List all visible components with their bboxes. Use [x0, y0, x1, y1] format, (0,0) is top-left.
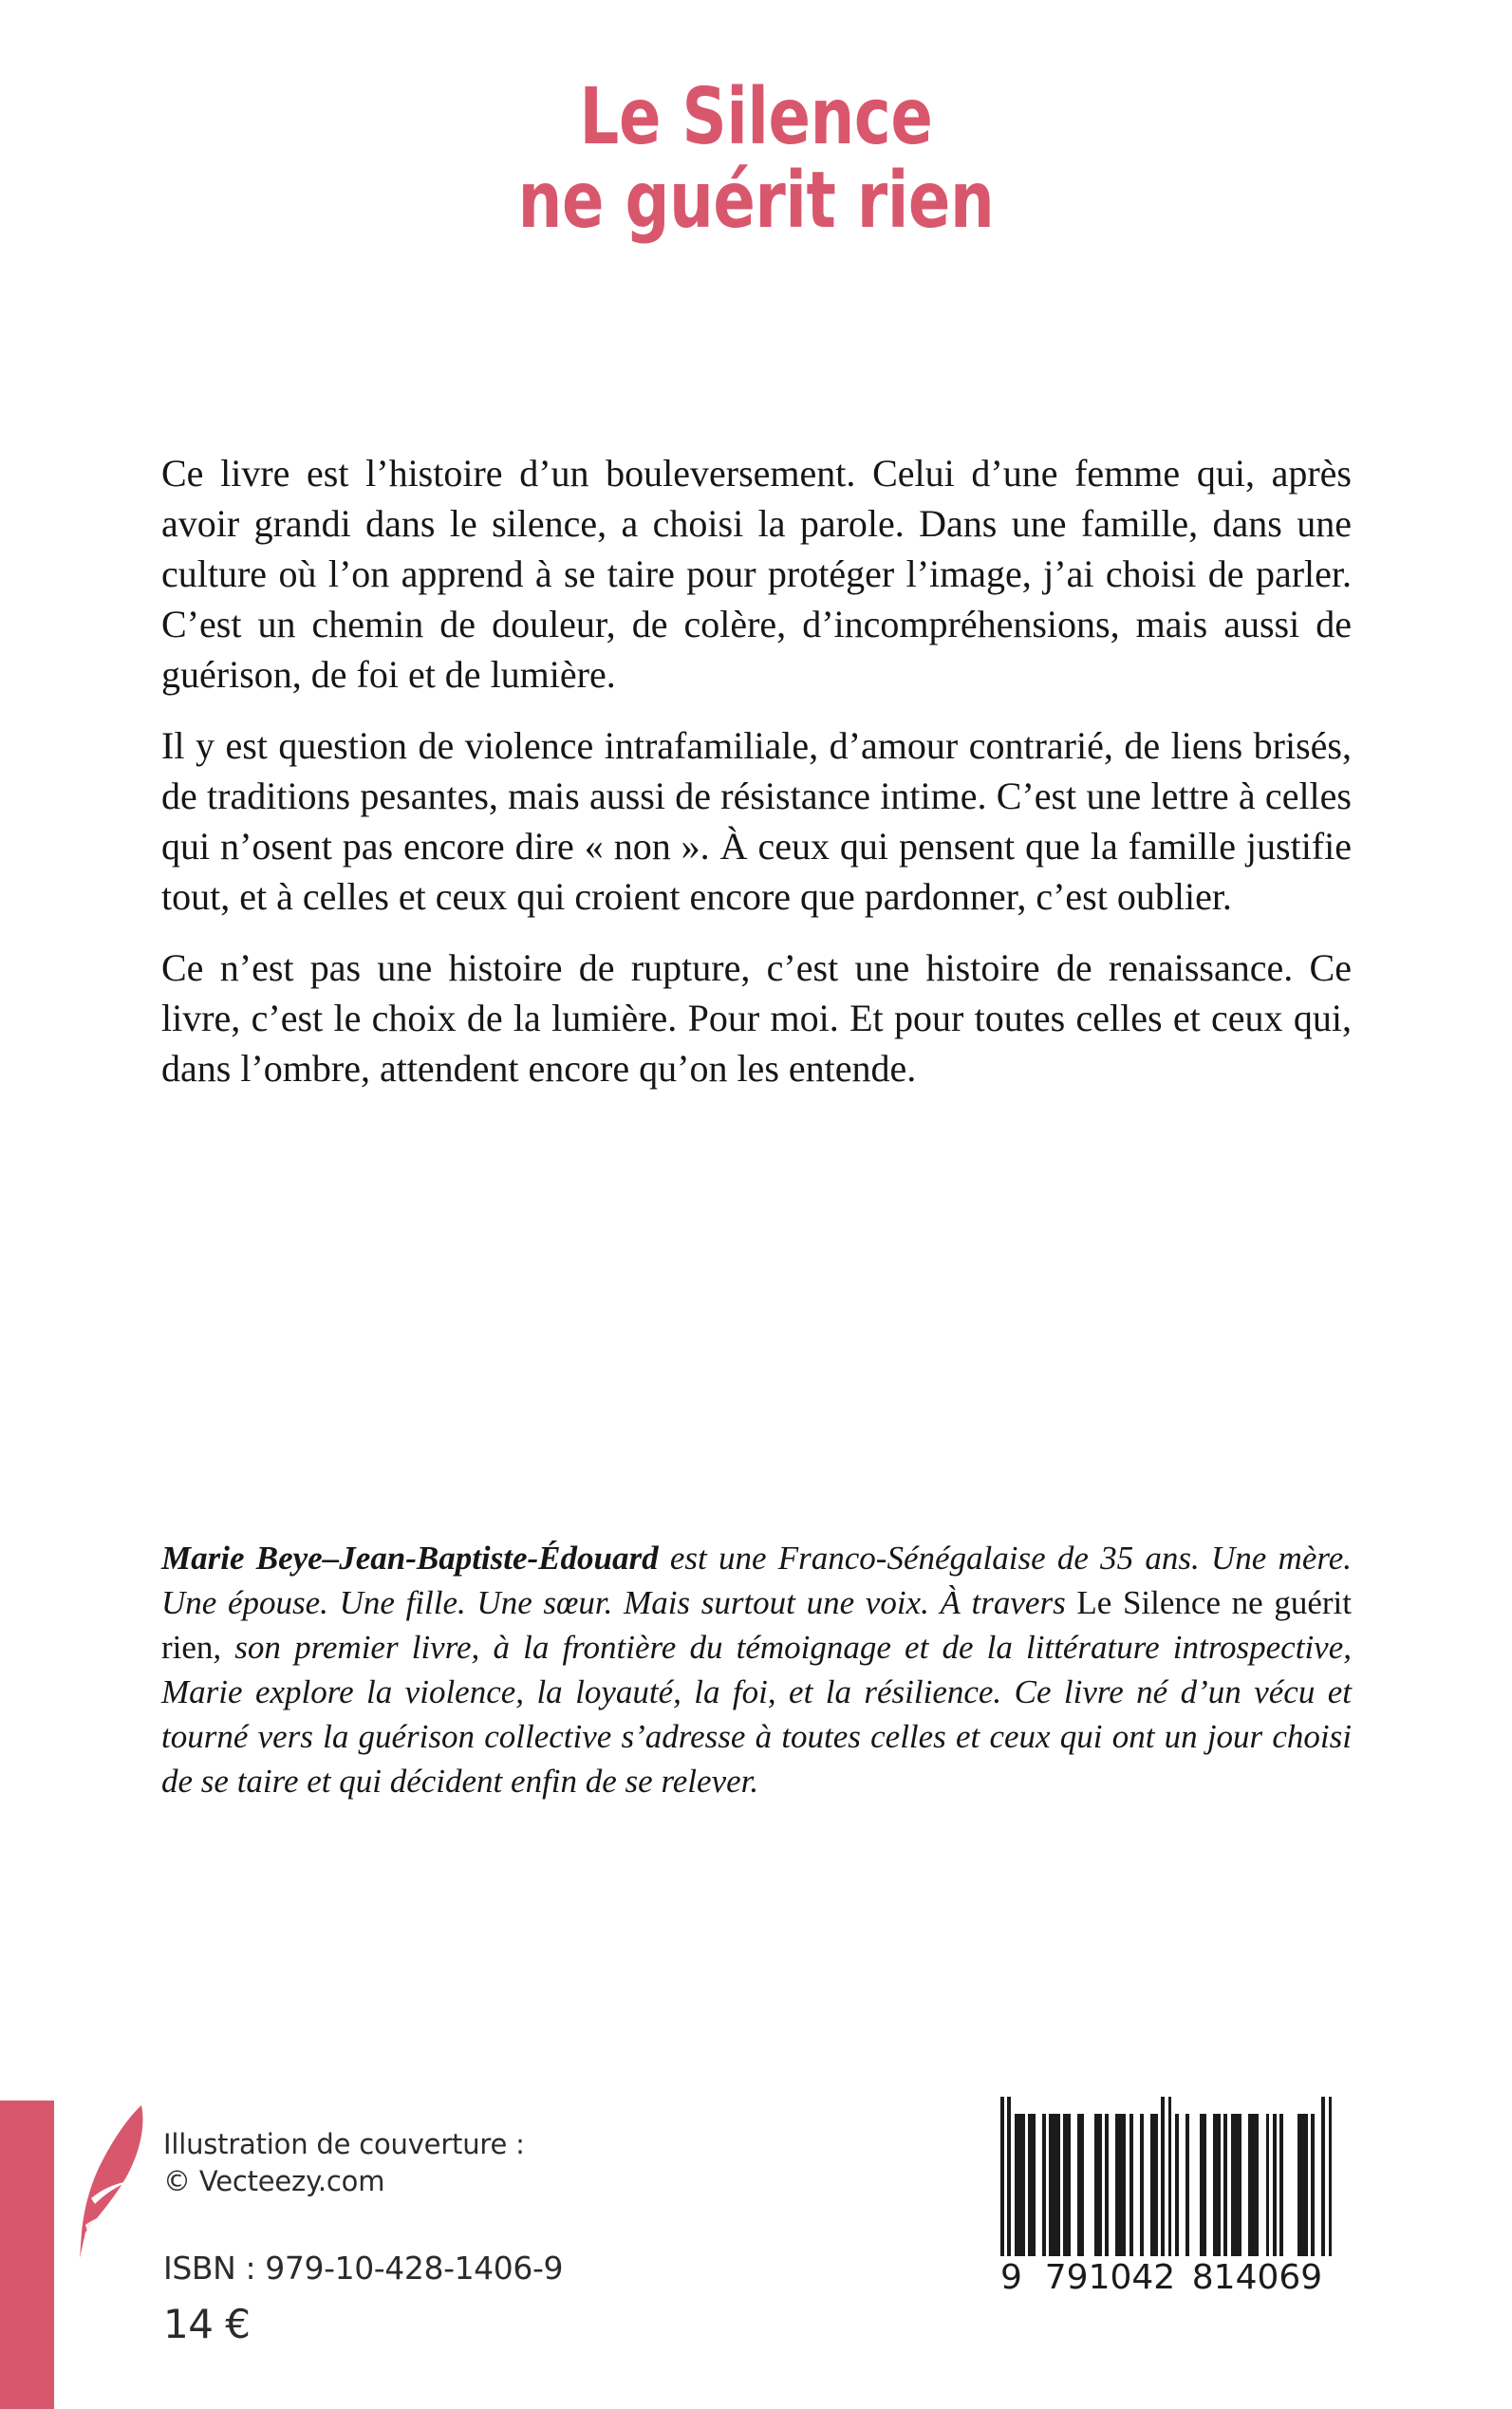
author-bio-segment-2: , son premier livre, à la frontière du témoignage et de la littérature introspective, Marie explore la violence, la loyauté, la foi, et la résilience. Ce livre né d’un vécu et tourné vers la guérison collective s’adresse à toutes celles et ceux qui ont un jour choisi de se taire et qui décident enfin de se relever. [161, 1629, 1352, 1800]
blurb-paragraph-3: Ce n’est pas une histoire de rupture, c’est une histoire de renaissance. Ce livre, c’est le choix de la lumière. Pour moi. Et pour toutes celles et ceux qui, dans l’ombre, attendent encore qu’on les entende. [161, 946, 1352, 1090]
barcode-bar [1150, 2114, 1157, 2256]
author-bio-book-title: Le Silence ne guérit rien [161, 1584, 1352, 1666]
barcode-bar [1213, 2114, 1220, 2256]
barcode-digits-mid: 791042 [1044, 2258, 1176, 2297]
price-text: 14 € [163, 2301, 251, 2347]
author-name: Marie Beye–Jean-Baptiste-Édouard [161, 1540, 659, 1577]
barcode-digit-left: 9 [1000, 2258, 1022, 2297]
barcode-bar [1049, 2114, 1059, 2256]
isbn-text: ISBN : 979-10-428-1406-9 [163, 2250, 564, 2287]
publisher-footer [163, 2126, 752, 2348]
book-title-line-2: ne guérit rien [517, 155, 995, 246]
barcode-bar [1077, 2114, 1084, 2256]
barcode-bar [1329, 2097, 1333, 2256]
author-biography [161, 1536, 1352, 1803]
barcode-bar [1028, 2114, 1035, 2256]
barcode-bar [1063, 2114, 1070, 2256]
ean13-barcode [1000, 2114, 1333, 2297]
credit-line-1: Illustration de couverture : [163, 2128, 525, 2160]
barcode-space [1259, 2114, 1265, 2256]
barcode-space [1084, 2114, 1094, 2256]
cover-illustration-credit [163, 2126, 752, 2200]
barcode-space [1144, 2114, 1150, 2256]
credit-line-2: © Vecteezy.com [163, 2165, 385, 2197]
barcode-bar [1115, 2114, 1126, 2256]
barcode-bar [1248, 2114, 1259, 2256]
barcode-bars [1000, 2114, 1333, 2256]
author-bio-text [161, 1536, 1352, 1803]
barcode-bar [1094, 2114, 1101, 2256]
barcode-bar [1015, 2114, 1025, 2256]
barcode-space [1179, 2114, 1185, 2256]
barcode-space [1071, 2114, 1077, 2256]
barcode-space [1133, 2114, 1140, 2256]
barcode-space [1189, 2114, 1200, 2256]
book-title-line-1: Le Silence [579, 72, 933, 162]
barcode-bar [1297, 2114, 1308, 2256]
barcode-space [1036, 2114, 1042, 2256]
barcode-bar [1231, 2114, 1241, 2256]
publisher-accent-bar [0, 2101, 54, 2409]
blurb-paragraph-1: Ce livre est l’histoire d’un bouleversement. Celui d’une femme qui, après avoir grandi dans le silence, a choisi la parole. Dans une famille, dans une culture où l’on apprend à se taire pour protéger l’image, j’ai choisi de parler. C’est un chemin de douleur, de colère, d’incompréhensions, mais aussi de guérison, de foi et de lumière. [161, 452, 1352, 696]
barcode-space [1241, 2114, 1248, 2256]
author-bio-segment-1: est une Franco-Sénégalaise de 35 ans. Une mère. Une épouse. Une fille. Une sœur. Mais surtout une voix. À travers [161, 1540, 1352, 1621]
barcode-space [1109, 2114, 1115, 2256]
feather-quill-icon [63, 2100, 154, 2261]
barcode-digits [1000, 2258, 1333, 2297]
barcode-digits-right: 814069 [1191, 2258, 1323, 2297]
barcode-space [1206, 2114, 1213, 2256]
barcode-space [1315, 2114, 1321, 2256]
blurb-paragraph-2: Il y est question de violence intrafamiliale, d’amour contrarié, de liens brisés, de traditions pesantes, mais aussi de résistance intime. C’est une lettre à celles qui n’osent pas encore dire « non ». À ceux qui pensent que la famille justifie tout, et à celles et ceux qui croient encore que pardonner, c’est oublier. [161, 724, 1352, 918]
book-title [0, 72, 1512, 246]
back-cover-blurb [161, 448, 1352, 1093]
barcode-bar [1200, 2114, 1206, 2256]
barcode-space [1283, 2114, 1297, 2256]
